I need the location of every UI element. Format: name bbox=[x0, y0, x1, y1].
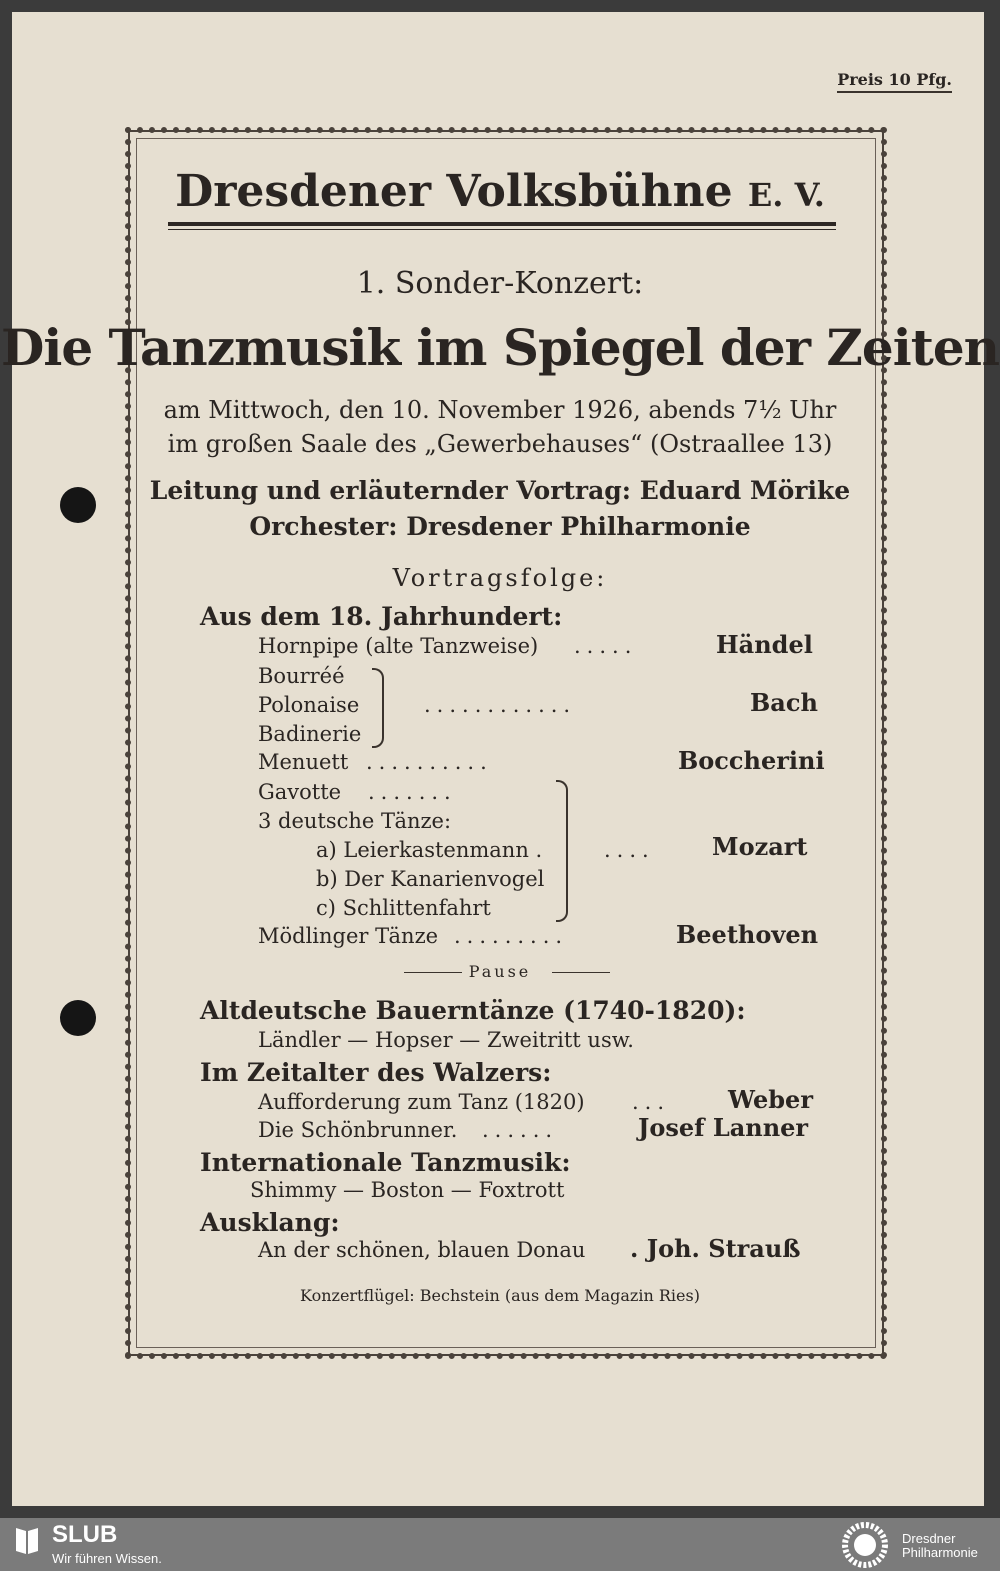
leader-dots: .... bbox=[604, 838, 655, 862]
organizer-suffix: E. V. bbox=[747, 176, 825, 214]
section-bauerntaenze: Altdeutsche Bauerntänze (1740-1820): bbox=[200, 996, 746, 1025]
pause-rule-right bbox=[552, 972, 610, 973]
composer-weber: Weber bbox=[728, 1085, 813, 1114]
composer-lanner: Josef Lanner bbox=[638, 1113, 809, 1142]
program-item-deutsche-taenze: 3 deutsche Tänze: bbox=[258, 809, 452, 833]
leadership-line: Leitung und erläuternder Vortrag: Eduard Mörike bbox=[149, 476, 851, 505]
composer-beethoven: Beethoven bbox=[676, 920, 819, 949]
slub-brand: SLUB bbox=[52, 1521, 118, 1548]
program-item-leierkastenmann: a) Leierkastenmann . bbox=[316, 838, 543, 862]
program-item-laendler: Ländler — Hopser — Zweitritt usw. bbox=[258, 1028, 634, 1052]
composer-strauss: . Joh. Strauß bbox=[630, 1234, 801, 1263]
program-item-polonaise: Polonaise bbox=[258, 693, 360, 717]
program-item-schlittenfahrt: c) Schlittenfahrt bbox=[316, 896, 491, 920]
brace bbox=[556, 780, 568, 922]
program-item-kanarienvogel: b) Der Kanarienvogel bbox=[316, 867, 545, 891]
program-item-moedlinger: Mödlinger Tänze bbox=[258, 924, 439, 948]
organizer-title bbox=[0, 166, 1000, 217]
philharmonie-logo-icon bbox=[840, 1522, 890, 1568]
program-item-hornpipe: Hornpipe (alte Tanzweise) bbox=[258, 634, 539, 658]
philharmonie-line-2: Philharmonie bbox=[902, 1545, 978, 1560]
program-item-gavotte: Gavotte bbox=[258, 780, 342, 804]
title-rule-thin bbox=[168, 229, 836, 230]
section-18th-century: Aus dem 18. Jahrhundert: bbox=[200, 602, 563, 631]
composer-boccherini: Boccherini bbox=[678, 746, 825, 775]
leader-dots: ...... bbox=[482, 1118, 559, 1142]
date-line: am Mittwoch, den 10. November 1926, abends 7½ Uhr bbox=[163, 396, 837, 424]
leader-dots: ....... bbox=[368, 780, 457, 804]
leader-dots: ..... bbox=[574, 634, 638, 658]
leader-dots: ............ bbox=[424, 693, 577, 717]
brace bbox=[372, 668, 384, 748]
slub-logo-icon bbox=[14, 1524, 40, 1556]
philharmonie-line-1: Dresdner bbox=[902, 1531, 956, 1546]
composer-bach: Bach bbox=[750, 688, 818, 717]
program-item-bourree: Bourréé bbox=[258, 664, 345, 688]
section-walzer: Im Zeitalter des Walzers: bbox=[200, 1058, 552, 1087]
organizer-name: Dresdener Volksbühne bbox=[175, 166, 733, 217]
program-item-badinerie: Badinerie bbox=[258, 722, 362, 746]
philharmonie-brand bbox=[902, 1532, 978, 1560]
pause-label: Pause bbox=[468, 962, 532, 981]
program-item-menuett: Menuett bbox=[258, 750, 349, 774]
place-line: im großen Saale des „Gewerbehauses“ (Ostraallee 13) bbox=[167, 430, 833, 458]
leader-dots: .......... bbox=[366, 750, 493, 774]
program-item-donau: An der schönen, blauen Donau bbox=[258, 1238, 586, 1262]
punch-hole-lower bbox=[60, 1000, 96, 1036]
leader-dots: ......... bbox=[454, 924, 569, 948]
slub-tagline: Wir führen Wissen. bbox=[52, 1551, 162, 1566]
footer-note: Konzertflügel: Bechstein (aus dem Magazin Ries) bbox=[300, 1286, 700, 1305]
composer-haendel: Händel bbox=[716, 630, 813, 659]
concert-title: Die Tanzmusik im Spiegel der Zeiten bbox=[0, 318, 1000, 377]
section-international: Internationale Tanzmusik: bbox=[200, 1148, 571, 1177]
section-ausklang: Ausklang: bbox=[200, 1208, 340, 1237]
leader-dots: ... bbox=[632, 1090, 671, 1114]
orchestra-line: Orchester: Dresdener Philharmonie bbox=[249, 512, 751, 541]
price-label: Preis 10 Pfg. bbox=[837, 70, 952, 93]
program-heading: Vortragsfolge: bbox=[392, 564, 608, 592]
concert-subtitle: 1. Sonder-Konzert: bbox=[356, 266, 644, 301]
title-rule bbox=[168, 222, 836, 226]
program-item-schoenbrunner: Die Schönbrunner. bbox=[258, 1118, 458, 1142]
composer-mozart: Mozart bbox=[712, 832, 808, 861]
program-item-shimmy: Shimmy — Boston — Foxtrott bbox=[250, 1178, 565, 1202]
program-item-aufforderung: Aufforderung zum Tanz (1820) bbox=[258, 1090, 585, 1114]
